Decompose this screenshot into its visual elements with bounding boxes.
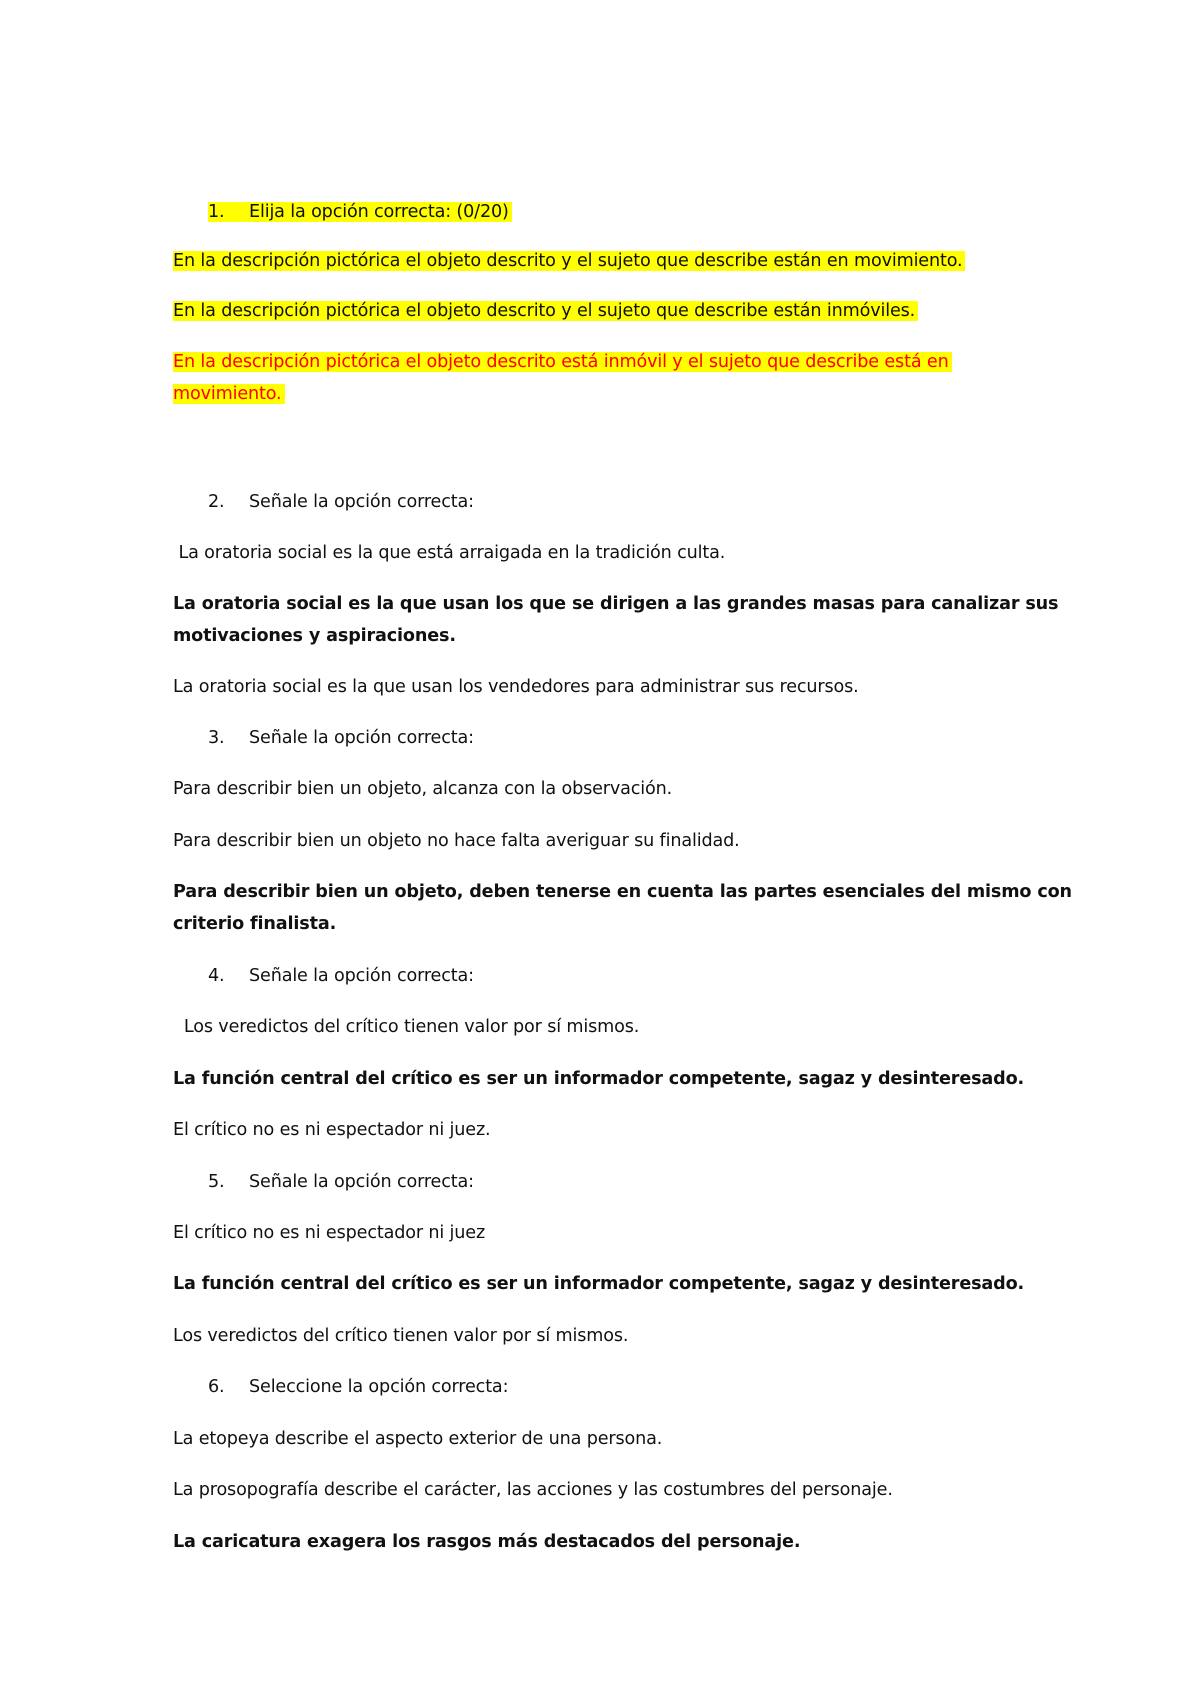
- question-6-prompt: Seleccione la opción correcta:: [249, 1377, 509, 1397]
- question-1-option-3-continued: [173, 378, 285, 410]
- question-4-number: 4.: [208, 966, 225, 986]
- question-5-prompt: Señale la opción correcta:: [249, 1172, 474, 1192]
- question-3-option-3: Para describir bien un objeto, deben tenerse en cuenta las partes esenciales del mismo con: [173, 882, 1072, 902]
- question-4-heading: [208, 960, 474, 992]
- question-5-heading: [208, 1166, 474, 1198]
- question-5-option-2: La función central del crítico es ser un informador competente, sagaz y desinteresado.: [173, 1274, 1025, 1294]
- question-6-option-2: La prosopografía describe el carácter, las acciones y las costumbres del personaje.: [173, 1480, 893, 1500]
- question-1-number: 1.: [208, 202, 225, 222]
- question-1-option-1-text: En la descripción pictórica el objeto descrito y el sujeto que describe están en movimiento.: [173, 251, 965, 271]
- question-3-option-2: Para describir bien un objeto no hace falta averiguar su finalidad.: [173, 831, 740, 851]
- question-2-number: 2.: [208, 492, 225, 512]
- question-1-option-2-text: En la descripción pictórica el objeto descrito y el sujeto que describe están inmóviles.: [173, 301, 918, 321]
- question-2-heading: [208, 486, 474, 518]
- question-4-option-3: El crítico no es ni espectador ni juez.: [173, 1120, 491, 1140]
- question-1-option-1: [173, 245, 965, 277]
- question-3-number: 3.: [208, 728, 225, 748]
- question-3-option-1: Para describir bien un objeto, alcanza con la observación.: [173, 779, 673, 799]
- question-3-heading: [208, 722, 474, 754]
- question-6-heading: [208, 1371, 508, 1403]
- question-5-option-1: El crítico no es ni espectador ni juez: [173, 1223, 486, 1243]
- question-1-option-3-text: En la descripción pictórica el objeto descrito está inmóvil y el sujeto que describe está en: [173, 352, 952, 372]
- question-2-prompt: Señale la opción correcta:: [249, 492, 474, 512]
- question-4-option-1: Los veredictos del crítico tienen valor por sí mismos.: [173, 1017, 640, 1037]
- question-1-option-3: [173, 346, 952, 378]
- question-2-option-2: La oratoria social es la que usan los que se dirigen a las grandes masas para canalizar sus: [173, 594, 1059, 614]
- question-5-option-3: Los veredictos del crítico tienen valor por sí mismos.: [173, 1326, 629, 1346]
- question-2-option-2-continued: motivaciones y aspiraciones.: [173, 626, 456, 646]
- question-6-number: 6.: [208, 1377, 225, 1397]
- question-4-option-2: La función central del crítico es ser un informador competente, sagaz y desinteresado.: [173, 1069, 1025, 1089]
- question-3-option-3-continued: criterio finalista.: [173, 914, 337, 934]
- question-1-heading: [208, 196, 512, 228]
- question-5-number: 5.: [208, 1172, 225, 1192]
- question-3-prompt: Señale la opción correcta:: [249, 728, 474, 748]
- question-2-option-3: La oratoria social es la que usan los vendedores para administrar sus recursos.: [173, 677, 859, 697]
- question-6-option-3: La caricatura exagera los rasgos más destacados del personaje.: [173, 1532, 801, 1552]
- question-4-prompt: Señale la opción correcta:: [249, 966, 474, 986]
- question-6-option-1: La etopeya describe el aspecto exterior de una persona.: [173, 1429, 663, 1449]
- question-1-option-3-text-continued: movimiento.: [173, 384, 285, 404]
- question-2-option-1: La oratoria social es la que está arraigada en la tradición culta.: [173, 543, 726, 563]
- question-1-prompt: Elija la opción correcta: (0/20): [249, 202, 509, 222]
- question-1-option-2: [173, 295, 918, 327]
